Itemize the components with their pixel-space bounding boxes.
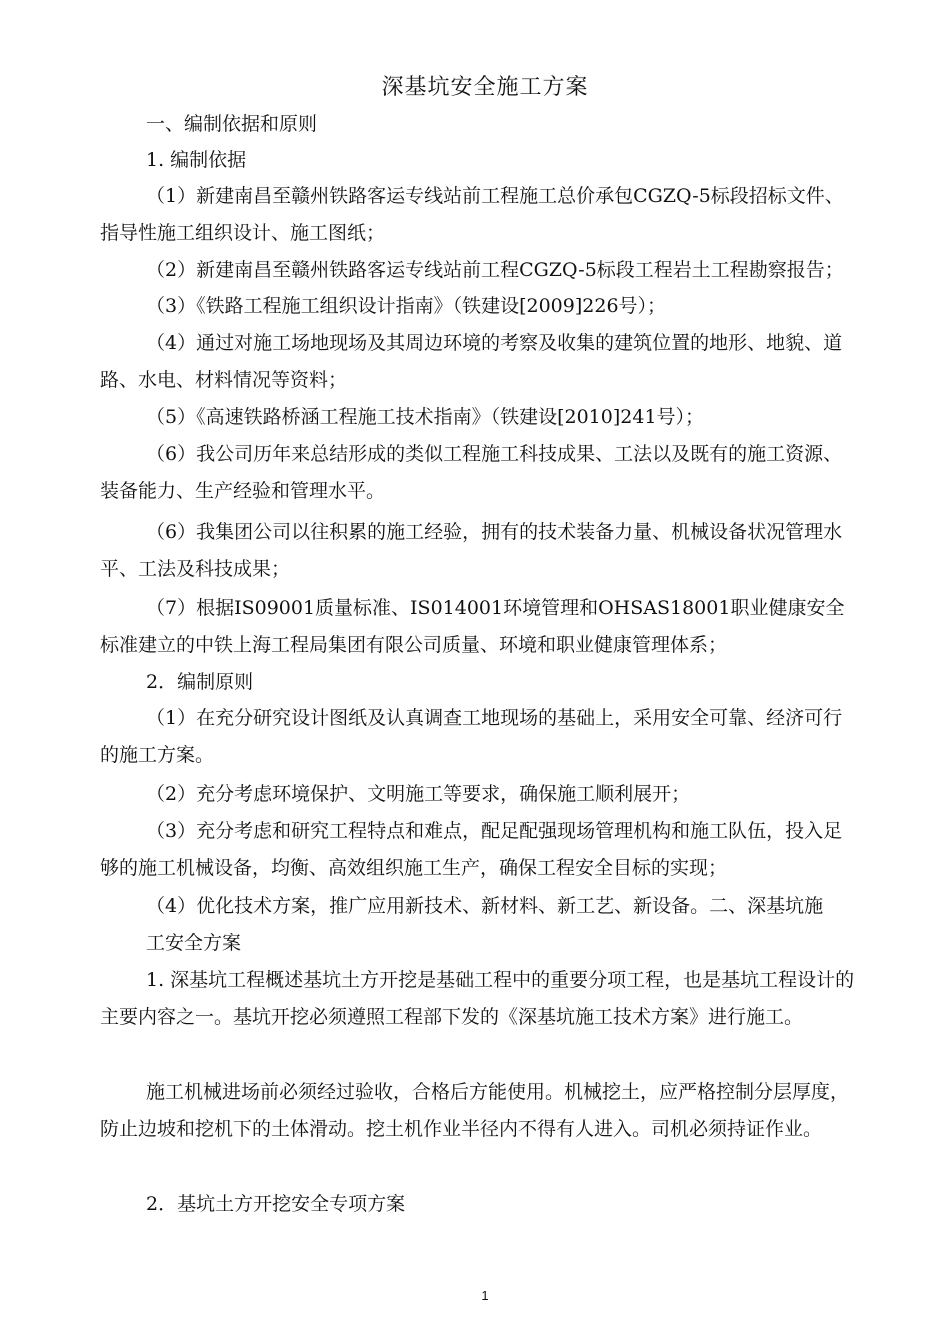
paragraph: （2）新建南昌至赣州铁路客运专线站前工程CGZQ-5标段工程岩土工程勘察报告； <box>146 259 844 281</box>
paragraph: （5）《高速铁路桥涵工程施工技术指南》（铁建设[2010]241号）； <box>146 406 705 428</box>
paragraph: （2）充分考虑环境保护、文明施工等要求，确保施工顺利展开； <box>146 783 691 805</box>
section-heading-1: 一、编制依据和原则 <box>146 113 318 135</box>
paragraph: （6）我公司历年来总结形成的类似工程施工科技成果、工法以及既有的施工资源、装备能力、生产经验和管理水平。 <box>100 443 843 502</box>
paragraph: （4）优化技术方案，推广应用新技术、新材料、新工艺、新设备。二、深基坑施 <box>146 895 824 917</box>
paragraph: 1. 深基坑工程概述基坑土方开挖是基础工程中的重要分项工程，也是基坑工程设计的主要内容之一。基坑开挖必须遵照工程部下发的《深基坑施工技术方案》进行施工。 <box>100 969 855 1028</box>
page-number: 1 <box>481 1288 489 1303</box>
paragraph: （1）新建南昌至赣州铁路客运专线站前工程施工总价承包CGZQ-5标段招标文件、指导性施工组织设计、施工图纸； <box>100 185 844 244</box>
paragraph: （7）根据IS09001质量标准、IS014001环境管理和OHSAS18001职业健康安全标准建立的中铁上海工程局集团有限公司质量、环境和职业健康管理体系； <box>100 597 845 656</box>
paragraph: （4）通过对施工场地现场及其周边环境的考察及收集的建筑位置的地形、地貌、道路、水电、材料情况等资料； <box>100 332 843 391</box>
paragraph: （6）我集团公司以往积累的施工经验，拥有的技术装备力量、机械设备状况管理水平、工法及科技成果； <box>100 521 843 580</box>
section-heading-2: 工安全方案 <box>146 932 242 954</box>
paragraph: （3）充分考虑和研究工程特点和难点，配足配强现场管理机构和施工队伍，投入足够的施工机械设备，均衡、高效组织施工生产，确保工程安全目标的实现； <box>100 820 843 879</box>
subsection-heading-excavation: 2．基坑土方开挖安全专项方案 <box>146 1193 406 1215</box>
subsection-heading-basis: 1. 编制依据 <box>146 149 247 171</box>
subsection-heading-principles: 2．编制原则 <box>146 671 254 693</box>
paragraph: （1）在充分研究设计图纸及认真调查工地现场的基础上，采用安全可靠、经济可行的施工方案。 <box>100 707 843 766</box>
document-title: 深基坑安全施工方案 <box>381 75 589 100</box>
paragraph: 施工机械进场前必须经过验收，合格后方能使用。机械挖土，应严格控制分层厚度，防止边坡和挖机下的土体滑动。挖土机作业半径内不得有人进入。司机必须持证作业。 <box>100 1081 850 1140</box>
paragraph: （3）《铁路工程施工组织设计指南》（铁建设[2009]226号）； <box>146 295 667 317</box>
